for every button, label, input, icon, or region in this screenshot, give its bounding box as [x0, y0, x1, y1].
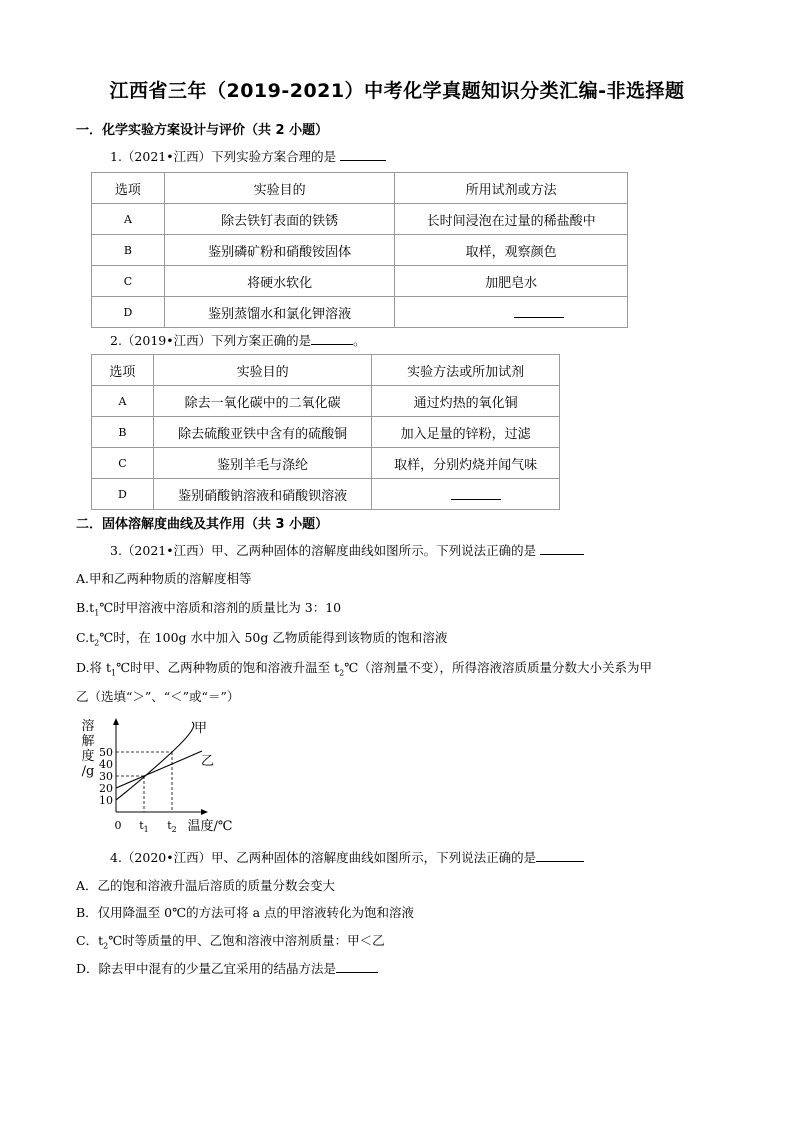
- option-d: [76, 658, 652, 678]
- y-tick-label: 30: [99, 770, 113, 783]
- y-tick-label: 40: [99, 758, 113, 771]
- page-title: 江西省三年（2019-2021）中考化学真题知识分类汇编-非选择题: [109, 80, 685, 102]
- series-line-1: [116, 722, 194, 800]
- option-text: ℃时等质量的甲、乙饱和溶液中溶剂质量：甲＜乙: [108, 933, 385, 948]
- table-cell: 长时间浸泡在过量的稀盐酸中: [395, 204, 628, 235]
- table-cell: D: [92, 479, 154, 510]
- y-axis-arrow: [113, 718, 119, 725]
- table-cell: A: [92, 386, 154, 417]
- question-1-text: 1.（2021•江西）下列实验方案合理的是: [110, 149, 341, 164]
- option-c: [76, 931, 385, 951]
- table-cell: 通过灼热的氧化铜: [372, 386, 560, 417]
- table-row: [92, 297, 628, 328]
- table-cell: 取样，观察颜色: [395, 235, 628, 266]
- table-row: [92, 479, 560, 510]
- question-2-stem: [110, 331, 366, 349]
- table-cell: [372, 479, 560, 510]
- table-header-row: [92, 355, 560, 386]
- option-text: D．除去甲中混有的少量乙宜采用的结晶方法是: [76, 961, 337, 976]
- y-axis-label: 解: [81, 734, 95, 749]
- answer-blank[interactable]: [311, 332, 353, 345]
- table-cell: 鉴别硝酸钠溶液和硝酸钡溶液: [153, 479, 371, 510]
- option-text: ℃时，在 100g 水中加入 50g 乙物质能得到该物质的饱和溶液: [99, 630, 448, 645]
- table-cell: B: [92, 417, 154, 448]
- option-d: [76, 959, 378, 977]
- answer-blank[interactable]: [340, 148, 386, 161]
- table-cell: 加肥皂水: [395, 266, 628, 297]
- table-header: 选项: [92, 355, 154, 386]
- table-cell: 加入足量的锌粉，过滤: [372, 417, 560, 448]
- table-row: [92, 235, 628, 266]
- y-axis-label: /g: [81, 764, 95, 779]
- answer-blank[interactable]: [540, 542, 584, 555]
- option-text: ℃时甲、乙两种物质的饱和溶液升温至 t: [116, 660, 340, 675]
- option-c: [76, 628, 447, 648]
- option-text: D.将 t: [76, 660, 112, 675]
- x-tick-label: $t_2$: [167, 819, 177, 834]
- table-row: [92, 386, 560, 417]
- question-1-stem: [110, 147, 386, 165]
- table-cell: 除去铁钉表面的铁锈: [164, 204, 394, 235]
- question-3-text: 3.（2021•江西）甲、乙两种固体的溶解度曲线如图所示。下列说法正确的是: [110, 543, 541, 558]
- answer-blank[interactable]: [451, 485, 501, 500]
- option-text: ℃时甲溶液中溶质和溶剂的质量比为 3：10: [99, 600, 342, 615]
- table-cell: 取样，分别灼烧并闻气味: [372, 448, 560, 479]
- table-header: 实验方法或所加试剂: [372, 355, 560, 386]
- x-axis-label: 温度/℃: [187, 819, 233, 834]
- table-header: 所用试剂或方法: [395, 173, 628, 204]
- subscript: 2: [94, 638, 100, 648]
- y-tick-label: 20: [99, 782, 113, 795]
- table-header-row: [92, 173, 628, 204]
- y-axis-label: 溶: [81, 719, 95, 734]
- table-cell: 鉴别羊毛与涤纶: [153, 448, 371, 479]
- question-4-stem: [110, 848, 584, 866]
- table-cell: 鉴别蒸馏水和氯化钾溶液: [164, 297, 394, 328]
- origin-label: 0: [114, 819, 122, 832]
- table-cell: [395, 297, 628, 328]
- table-cell: B: [92, 235, 165, 266]
- x-tick-label: $t_1$: [139, 819, 149, 834]
- y-tick-label: 50: [99, 746, 113, 759]
- question-2-table: [91, 354, 560, 510]
- table-cell: C: [92, 448, 154, 479]
- table-cell: A: [92, 204, 165, 235]
- table-cell: C: [92, 266, 165, 297]
- table-cell: 除去硫酸亚铁中含有的硫酸铜: [153, 417, 371, 448]
- y-axis-label: 度: [81, 749, 95, 764]
- series-label: 乙: [201, 754, 215, 769]
- option-text: B.t: [76, 600, 95, 615]
- question-1-table: [91, 172, 628, 328]
- option-b: [76, 598, 341, 618]
- option-a: A.甲和乙两种物质的溶解度相等: [76, 571, 252, 586]
- table-cell: D: [92, 297, 165, 328]
- table-row: [92, 266, 628, 297]
- solubility-chart: [72, 712, 242, 837]
- option-a: A．乙的饱和溶液升温后溶质的质量分数会变大: [76, 878, 336, 893]
- table-cell: 鉴别磷矿粉和硝酸铵固体: [164, 235, 394, 266]
- question-2-text: 2.（2019•江西）下列方案正确的是: [110, 333, 312, 348]
- series-label: 甲: [194, 721, 208, 736]
- section-heading-1: 一．化学实验方案设计与评价（共 2 小题）: [76, 123, 329, 138]
- subscript: 1: [111, 668, 117, 678]
- table-row: [92, 204, 628, 235]
- option-d-line2: 乙（选填“＞”、“＜”或“＝”）: [76, 689, 240, 704]
- subscript: 2: [339, 668, 345, 678]
- table-cell: 除去一氧化碳中的二氧化碳: [153, 386, 371, 417]
- y-tick-label: 10: [99, 794, 113, 807]
- series-line-2: [116, 751, 202, 788]
- answer-blank[interactable]: [336, 960, 378, 973]
- answer-blank[interactable]: [514, 303, 564, 318]
- subscript: 1: [94, 608, 100, 618]
- question-2-end: 。: [353, 333, 366, 348]
- x-tick-subscript: 1: [143, 825, 149, 834]
- table-header: 实验目的: [153, 355, 371, 386]
- subscript: 2: [103, 941, 109, 951]
- option-text: ℃（溶剂量不变），所得溶液溶质质量分数大小关系为甲: [344, 660, 652, 675]
- table-header: 实验目的: [164, 173, 394, 204]
- question-4-text: 4.（2020•江西）甲、乙两种固体的溶解度曲线如图所示，下列说法正确的是: [110, 850, 537, 865]
- x-axis-arrow: [201, 809, 208, 815]
- table-row: [92, 417, 560, 448]
- question-3-stem: [110, 541, 584, 559]
- answer-blank[interactable]: [536, 849, 584, 862]
- section-heading-2: 二．固体溶解度曲线及其作用（共 3 小题）: [76, 517, 329, 532]
- table-cell: 将硬水软化: [164, 266, 394, 297]
- option-text: C．t: [76, 933, 104, 948]
- table-row: [92, 448, 560, 479]
- table-header: 选项: [92, 173, 165, 204]
- option-text: C.t: [76, 630, 95, 645]
- option-b: B．仅用降温至 0℃的方法可将 a 点的甲溶液转化为饱和溶液: [76, 905, 414, 920]
- x-tick-subscript: 2: [171, 825, 177, 834]
